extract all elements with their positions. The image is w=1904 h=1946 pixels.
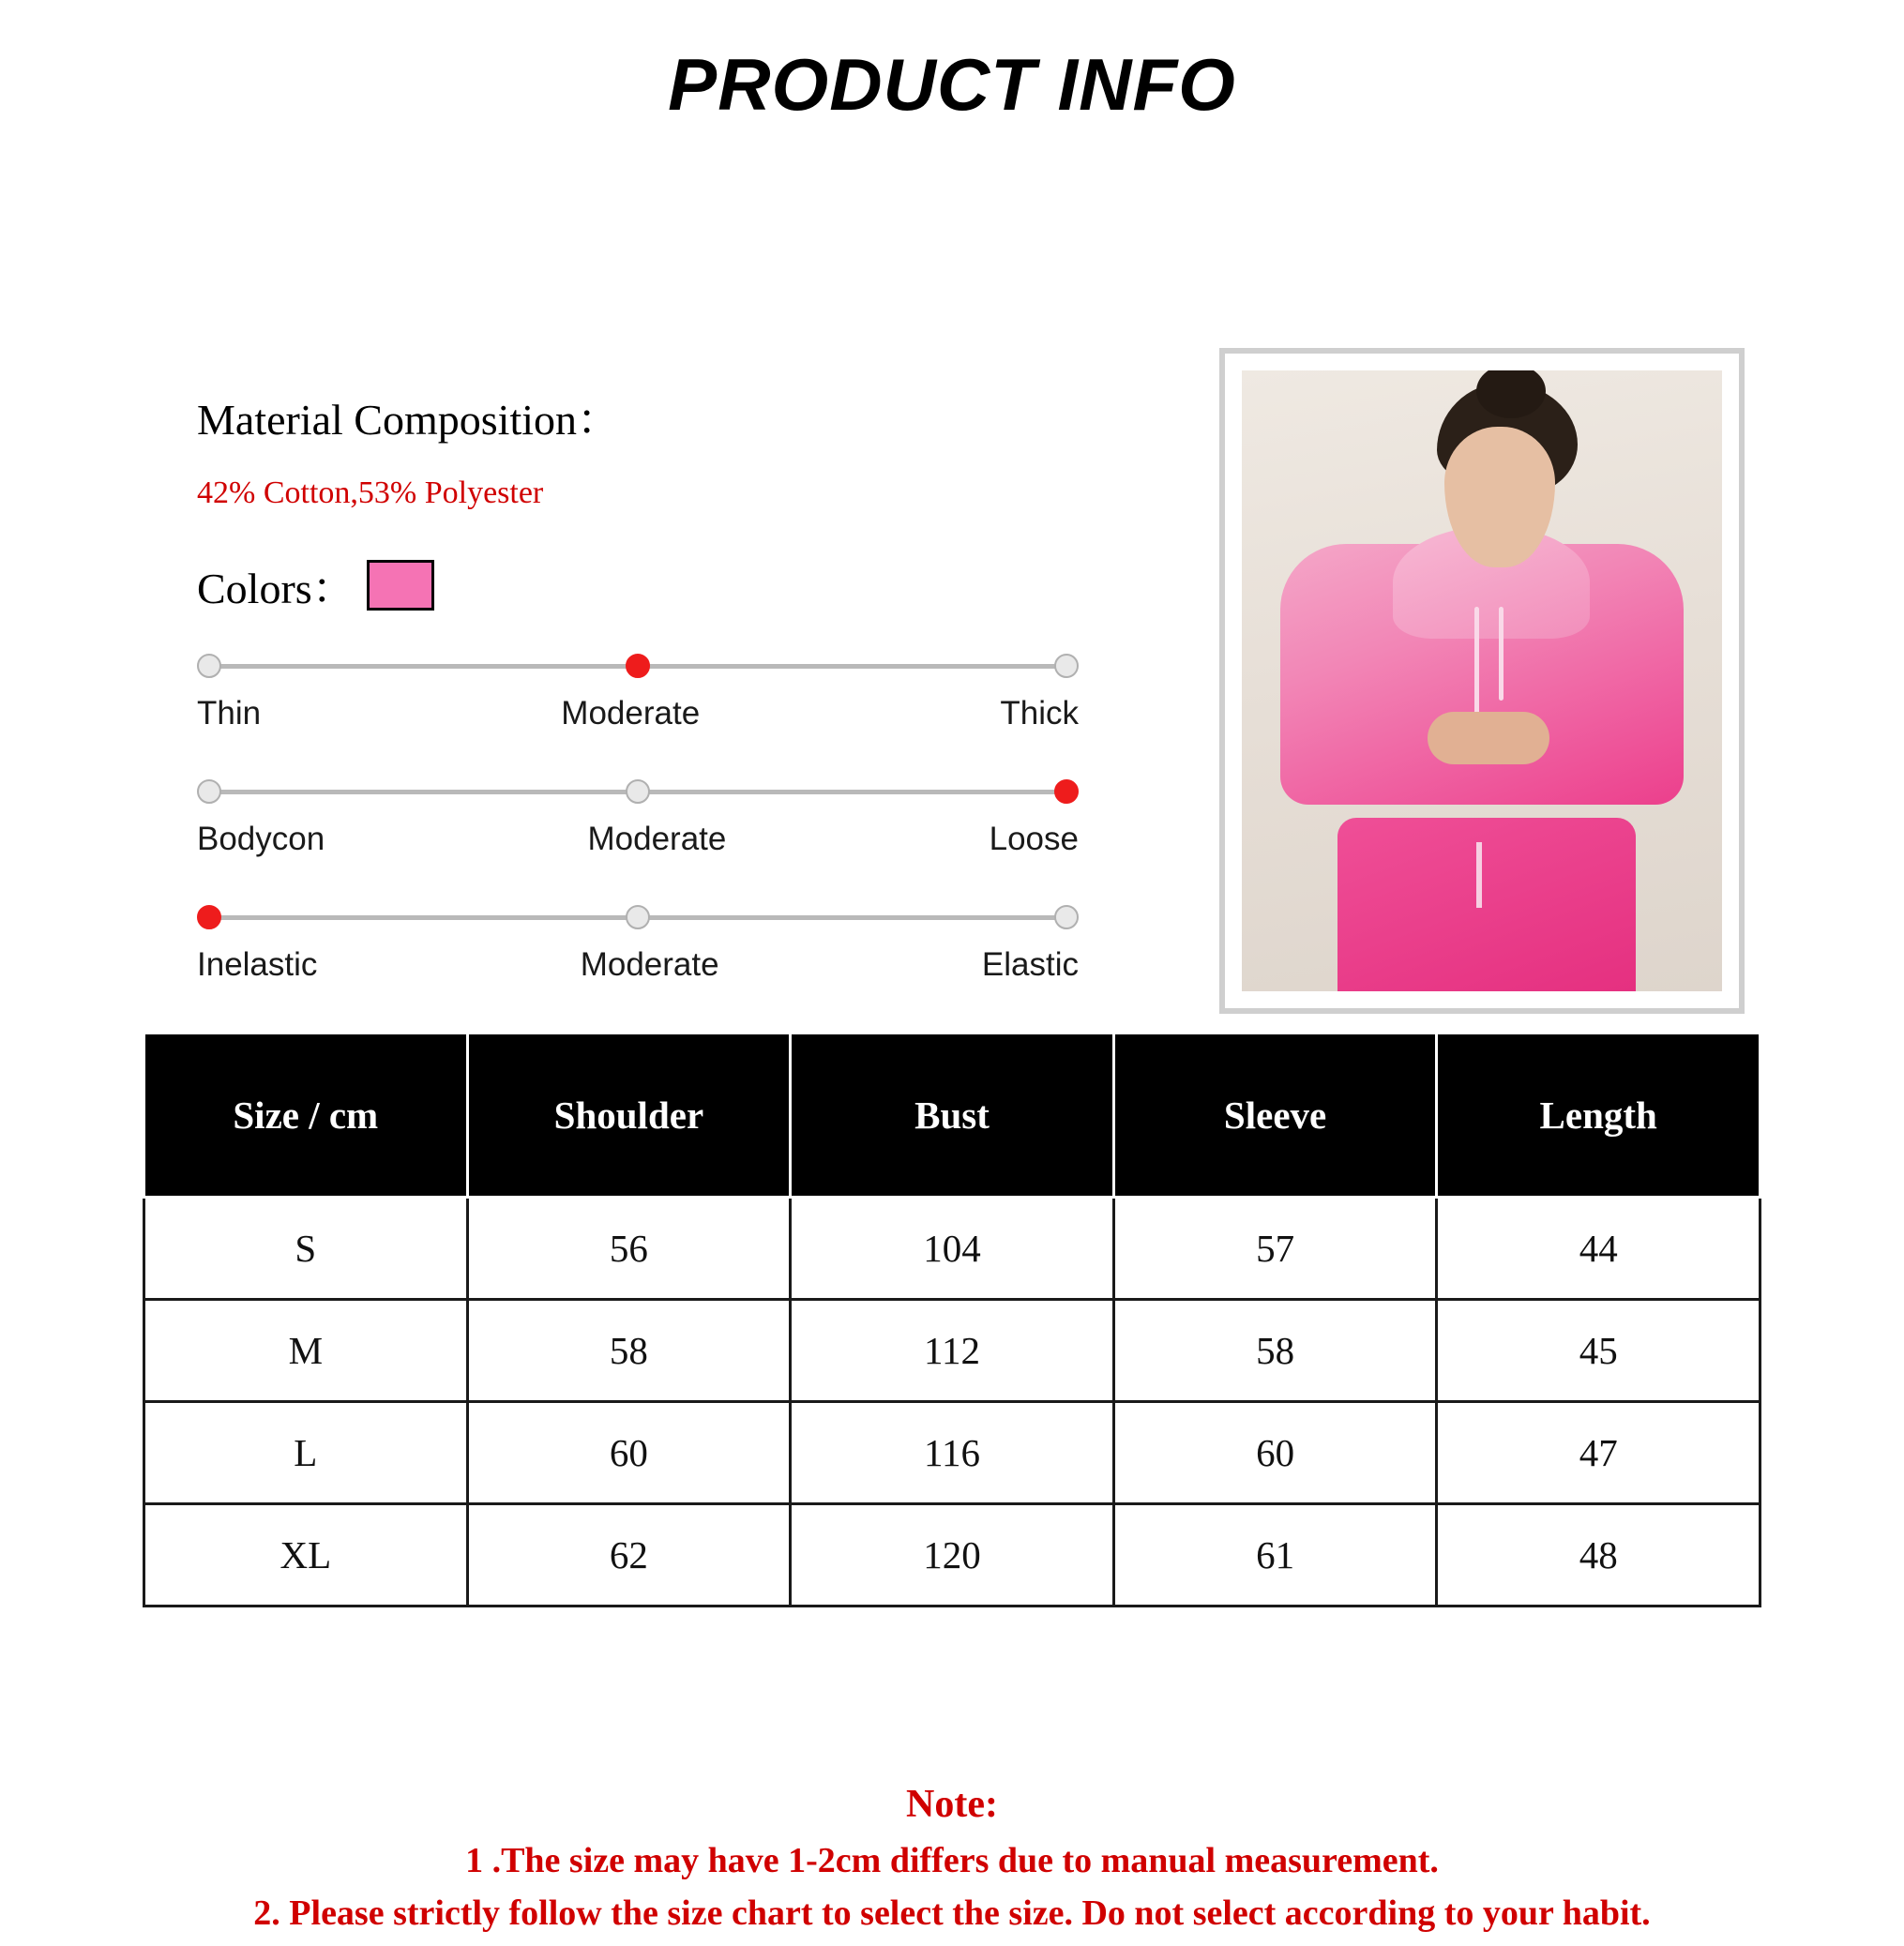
product-photo: [1242, 370, 1722, 991]
cell-length: 44: [1437, 1198, 1760, 1300]
model-face-shape: [1444, 427, 1555, 567]
page-title: PRODUCT INFO: [668, 43, 1236, 126]
slider-fit-label-left: Bodycon: [197, 821, 325, 857]
slider-elasticity-knob-inelastic[interactable]: [197, 905, 221, 929]
table-row: [144, 1300, 1760, 1402]
column-header-sleeve: Sleeve: [1113, 1033, 1437, 1198]
cell-bust: 104: [791, 1198, 1114, 1300]
cell-bust: 112: [791, 1300, 1114, 1402]
slider-elasticity-label-middle: Moderate: [580, 946, 719, 983]
cell-bust: 120: [791, 1504, 1114, 1607]
slider-fit-knob-loose[interactable]: [1054, 779, 1079, 804]
cell-shoulder: 56: [467, 1198, 791, 1300]
cell-length: 47: [1437, 1402, 1760, 1504]
specs-column: [197, 385, 1135, 1031]
size-chart-table: [143, 1032, 1761, 1607]
material-composition-value: 42% Cotton,53% Polyester: [197, 475, 544, 510]
slider-elasticity-label-left: Inelastic: [197, 946, 318, 983]
cell-sleeve: 57: [1113, 1198, 1437, 1300]
slider-thickness-label-middle: Moderate: [561, 695, 701, 732]
hoodie-drawstring-left-shape: [1474, 607, 1479, 719]
colors-label: Colors：: [197, 565, 355, 612]
cell-size: S: [144, 1198, 468, 1300]
cell-sleeve: 58: [1113, 1300, 1437, 1402]
column-header-size: Size / cm: [144, 1033, 468, 1198]
note-line-2: 2. Please strictly follow the size chart to select the size. Do not select according to your habit.: [253, 1893, 1651, 1933]
slider-fit[interactable]: [197, 779, 1079, 858]
slider-elasticity[interactable]: [197, 905, 1079, 984]
colors-row: [197, 554, 1135, 616]
slider-elasticity-knob-moderate[interactable]: [626, 905, 650, 929]
note-section: [0, 1782, 1904, 1945]
cell-sleeve: 61: [1113, 1504, 1437, 1607]
slider-elasticity-labels: [197, 946, 1079, 984]
slider-fit-labels: [197, 821, 1079, 858]
table-row: [144, 1198, 1760, 1300]
slider-fit-knob-moderate[interactable]: [626, 779, 650, 804]
slider-thickness-knob-thin[interactable]: [197, 654, 221, 678]
cell-length: 48: [1437, 1504, 1760, 1607]
note-line-1: 1 .The size may have 1-2cm differs due to manual measurement.: [465, 1841, 1439, 1880]
hoodie-drawstring-right-shape: [1499, 607, 1504, 701]
cell-size: XL: [144, 1504, 468, 1607]
column-header-shoulder: Shoulder: [467, 1033, 791, 1198]
product-photo-frame: [1219, 348, 1745, 1014]
cell-length: 45: [1437, 1300, 1760, 1402]
slider-fit-knob-bodycon[interactable]: [197, 779, 221, 804]
pants-shape: [1337, 818, 1635, 991]
slider-elasticity-label-right: Elastic: [981, 946, 1079, 983]
slider-thickness-knob-thick[interactable]: [1054, 654, 1079, 678]
color-swatch-pink[interactable]: [367, 560, 434, 611]
cell-shoulder: 58: [467, 1300, 791, 1402]
cell-bust: 116: [791, 1402, 1114, 1504]
info-section: [0, 128, 1904, 983]
table-row: [144, 1504, 1760, 1607]
model-hands-shape: [1428, 712, 1549, 764]
column-header-length: Length: [1437, 1033, 1760, 1198]
slider-thickness-label-right: Thick: [1000, 695, 1079, 732]
slider-elasticity-knob-elastic[interactable]: [1054, 905, 1079, 929]
slider-thickness[interactable]: [197, 654, 1079, 732]
slider-thickness-label-left: Thin: [197, 695, 262, 732]
pants-drawstring-shape: [1476, 842, 1482, 908]
table-header-row: [144, 1033, 1760, 1198]
cell-size: M: [144, 1300, 468, 1402]
slider-fit-label-middle: Moderate: [587, 821, 727, 857]
slider-thickness-labels: [197, 695, 1079, 732]
column-header-bust: Bust: [791, 1033, 1114, 1198]
slider-thickness-track[interactable]: [197, 654, 1079, 678]
note-title: Note:: [906, 1783, 998, 1826]
slider-fit-label-right: Loose: [989, 821, 1079, 857]
slider-elasticity-track[interactable]: [197, 905, 1079, 929]
cell-size: L: [144, 1402, 468, 1504]
material-composition-label: Material Composition：: [197, 396, 621, 444]
slider-fit-track[interactable]: [197, 779, 1079, 804]
cell-sleeve: 60: [1113, 1402, 1437, 1504]
slider-thickness-knob-moderate[interactable]: [626, 654, 650, 678]
cell-shoulder: 62: [467, 1504, 791, 1607]
table-row: [144, 1402, 1760, 1504]
cell-shoulder: 60: [467, 1402, 791, 1504]
